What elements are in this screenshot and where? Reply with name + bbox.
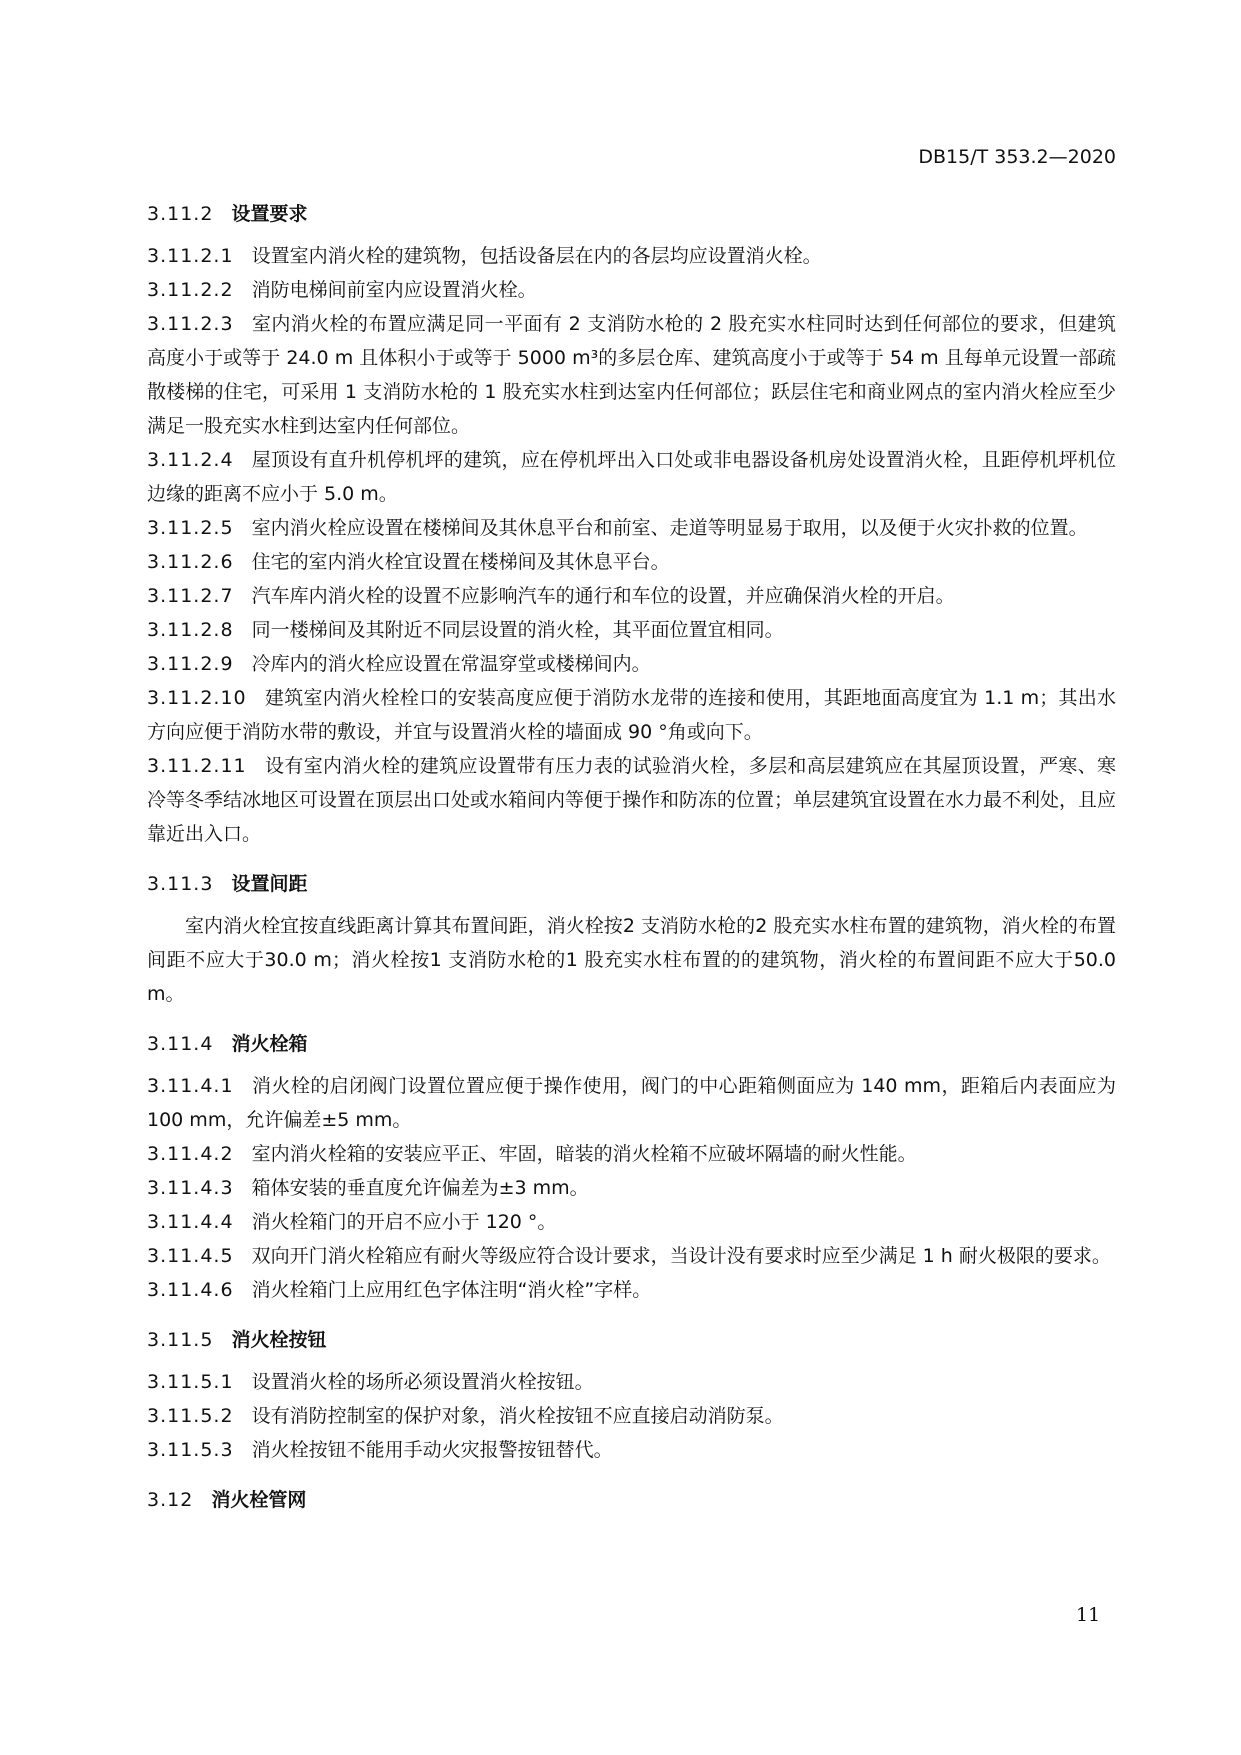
- clause-text: 建筑室内消火栓栓口的安装高度应便于消防水龙带的连接和使用，其距地面高度宜为 1.1 m；其出水方向应便于消防水带的敷设，并宜与设置消火栓的墙面成 90 °角或向下。: [147, 687, 1116, 743]
- section-number: 3.11.2: [147, 203, 214, 225]
- clause-number: 3.11.2.5: [147, 517, 234, 539]
- clause-number: 3.11.2.8: [147, 619, 234, 641]
- clause-number: 3.11.5.2: [147, 1405, 234, 1427]
- clause-number: 3.11.2.1: [147, 245, 234, 267]
- section-number: 3.11.5: [147, 1329, 214, 1351]
- clause-number: 3.11.5.1: [147, 1371, 234, 1393]
- clause-text: 冷库内的消火栓应设置在常温穿堂或楼梯间内。: [251, 653, 651, 675]
- clause-text: 屋顶设有直升机停机坪的建筑，应在停机坪出入口处或非电器设备机房处设置消火栓，且距停机坪机位边缘的距离不应小于 5.0 m。: [147, 449, 1116, 505]
- clause-number: 3.11.4.2: [147, 1143, 234, 1165]
- clause-number: 3.11.4.4: [147, 1211, 234, 1233]
- clause: [147, 307, 1116, 443]
- clause-number: 3.11.2.2: [147, 279, 234, 301]
- clause-number: 3.11.5.3: [147, 1439, 234, 1461]
- clause-text: 室内消火栓应设置在楼梯间及其休息平台和前室、走道等明显易于取用，以及便于火灾扑救的位置。: [251, 517, 1088, 539]
- section-title: 消火栓箱: [231, 1033, 308, 1055]
- section-heading: [147, 1027, 1116, 1061]
- clause: [147, 443, 1116, 511]
- section-number: 3.11.3: [147, 873, 214, 895]
- clause: [147, 681, 1116, 749]
- section-heading: [147, 197, 1116, 231]
- section-heading: [147, 867, 1116, 901]
- clause-number: 3.11.2.4: [147, 449, 234, 471]
- paragraph: 室内消火栓宜按直线距离计算其布置间距，消火栓按2 支消防水枪的2 股充实水柱布置的建筑物，消火栓的布置间距不应大于30.0 m；消火栓按1 支消防水枪的1 股充实水柱布置的的建筑物，消火栓的布置间距不应大于50.0 m。: [147, 915, 1116, 1005]
- clause-text: 设置消火栓的场所必须设置消火栓按钮。: [251, 1371, 594, 1393]
- clause: [147, 1069, 1116, 1137]
- section-number: 3.12: [147, 1489, 194, 1511]
- clause: [147, 749, 1116, 851]
- clause-text: 室内消火栓的布置应满足同一平面有 2 支消防水枪的 2 股充实水柱同时达到任何部位的要求，但建筑高度小于或等于 24.0 m 且体积小于或等于 5000 m³的多层仓库、建筑高度小于或等于 54 m 且每单元设置一部疏散楼梯的住宅，可采用 1 支消防水枪的 1 股充实水柱到达室内任何部位；跃层住宅和商业网点的室内消火栓应至少满足一股充实水柱到达室内任何部位。: [147, 313, 1116, 437]
- document-code: DB15/T 353.2—2020: [918, 146, 1116, 168]
- clause-number: 3.11.2.10: [147, 687, 247, 709]
- section-heading: [147, 1323, 1116, 1357]
- clause-number: 3.11.2.11: [147, 755, 247, 777]
- clause: [147, 511, 1116, 545]
- clause: [147, 647, 1116, 681]
- clause: [147, 1239, 1116, 1273]
- clause: [147, 1365, 1116, 1399]
- section-number: 3.11.4: [147, 1033, 214, 1055]
- clause-text: 室内消火栓箱的安装应平正、牢固，暗装的消火栓箱不应破坏隔墙的耐火性能。: [251, 1143, 917, 1165]
- clause: [147, 579, 1116, 613]
- clause: [147, 273, 1116, 307]
- clause-text: 同一楼梯间及其附近不同层设置的消火栓，其平面位置宜相同。: [251, 619, 784, 641]
- clause: [147, 1171, 1116, 1205]
- section-heading: [147, 1483, 1116, 1517]
- section-title: 设置间距: [231, 873, 308, 895]
- clause-text: 消火栓箱门的开启不应小于 120 °。: [251, 1211, 557, 1233]
- clause: [147, 1399, 1116, 1433]
- clause: [147, 1433, 1116, 1467]
- clause-number: 3.11.2.6: [147, 551, 234, 573]
- clause-text: 双向开门消火栓箱应有耐火等级应符合设计要求，当设计没有要求时应至少满足 1 h 耐火极限的要求。: [251, 1245, 1111, 1267]
- clause-text: 汽车库内消火栓的设置不应影响汽车的通行和车位的设置，并应确保消火栓的开启。: [251, 585, 955, 607]
- section-title: 消火栓按钮: [231, 1329, 327, 1351]
- clause-number: 3.11.4.3: [147, 1177, 234, 1199]
- clause: [147, 1205, 1116, 1239]
- clause-text: 箱体安装的垂直度允许偏差为±3 mm。: [251, 1177, 589, 1199]
- clause: [147, 1273, 1116, 1307]
- clause: [147, 239, 1116, 273]
- clause-text: 消防电梯间前室内应设置消火栓。: [251, 279, 537, 301]
- section-title: 设置要求: [231, 203, 308, 225]
- clause: [147, 1137, 1116, 1171]
- document-body: [147, 197, 1116, 1525]
- clause-text: 消火栓箱门上应用红色字体注明“消火栓”字样。: [251, 1279, 652, 1301]
- clause-text: 设有消防控制室的保护对象，消火栓按钮不应直接启动消防泵。: [251, 1405, 784, 1427]
- clause-number: 3.11.4.5: [147, 1245, 234, 1267]
- clause-text: 消火栓的启闭阀门设置位置应便于操作使用，阀门的中心距箱侧面应为 140 mm，距箱后内表面应为 100 mm，允许偏差±5 mm。: [147, 1075, 1116, 1131]
- clause-number: 3.11.2.9: [147, 653, 234, 675]
- clause-text: 设有室内消火栓的建筑应设置带有压力表的试验消火栓，多层和高层建筑应在其屋顶设置，严寒、寒冷等冬季结冰地区可设置在顶层出口处或水箱间内等便于操作和防冻的位置；单层建筑宜设置在水力最不利处，且应靠近出入口。: [147, 755, 1117, 845]
- section-title: 消火栓管网: [211, 1489, 307, 1511]
- clause-text: 消火栓按钮不能用手动火灾报警按钮替代。: [251, 1439, 613, 1461]
- clause: [147, 613, 1116, 647]
- clause-number: 3.11.4.1: [147, 1075, 234, 1097]
- clause-text: 设置室内消火栓的建筑物，包括设备层在内的各层均应设置消火栓。: [251, 245, 822, 267]
- clause-number: 3.11.2.3: [147, 313, 234, 335]
- clause: [147, 545, 1116, 579]
- clause-number: 3.11.2.7: [147, 585, 234, 607]
- page-number: 11: [1076, 1604, 1101, 1626]
- clause-number: 3.11.4.6: [147, 1279, 234, 1301]
- clause-text: 住宅的室内消火栓宜设置在楼梯间及其休息平台。: [251, 551, 670, 573]
